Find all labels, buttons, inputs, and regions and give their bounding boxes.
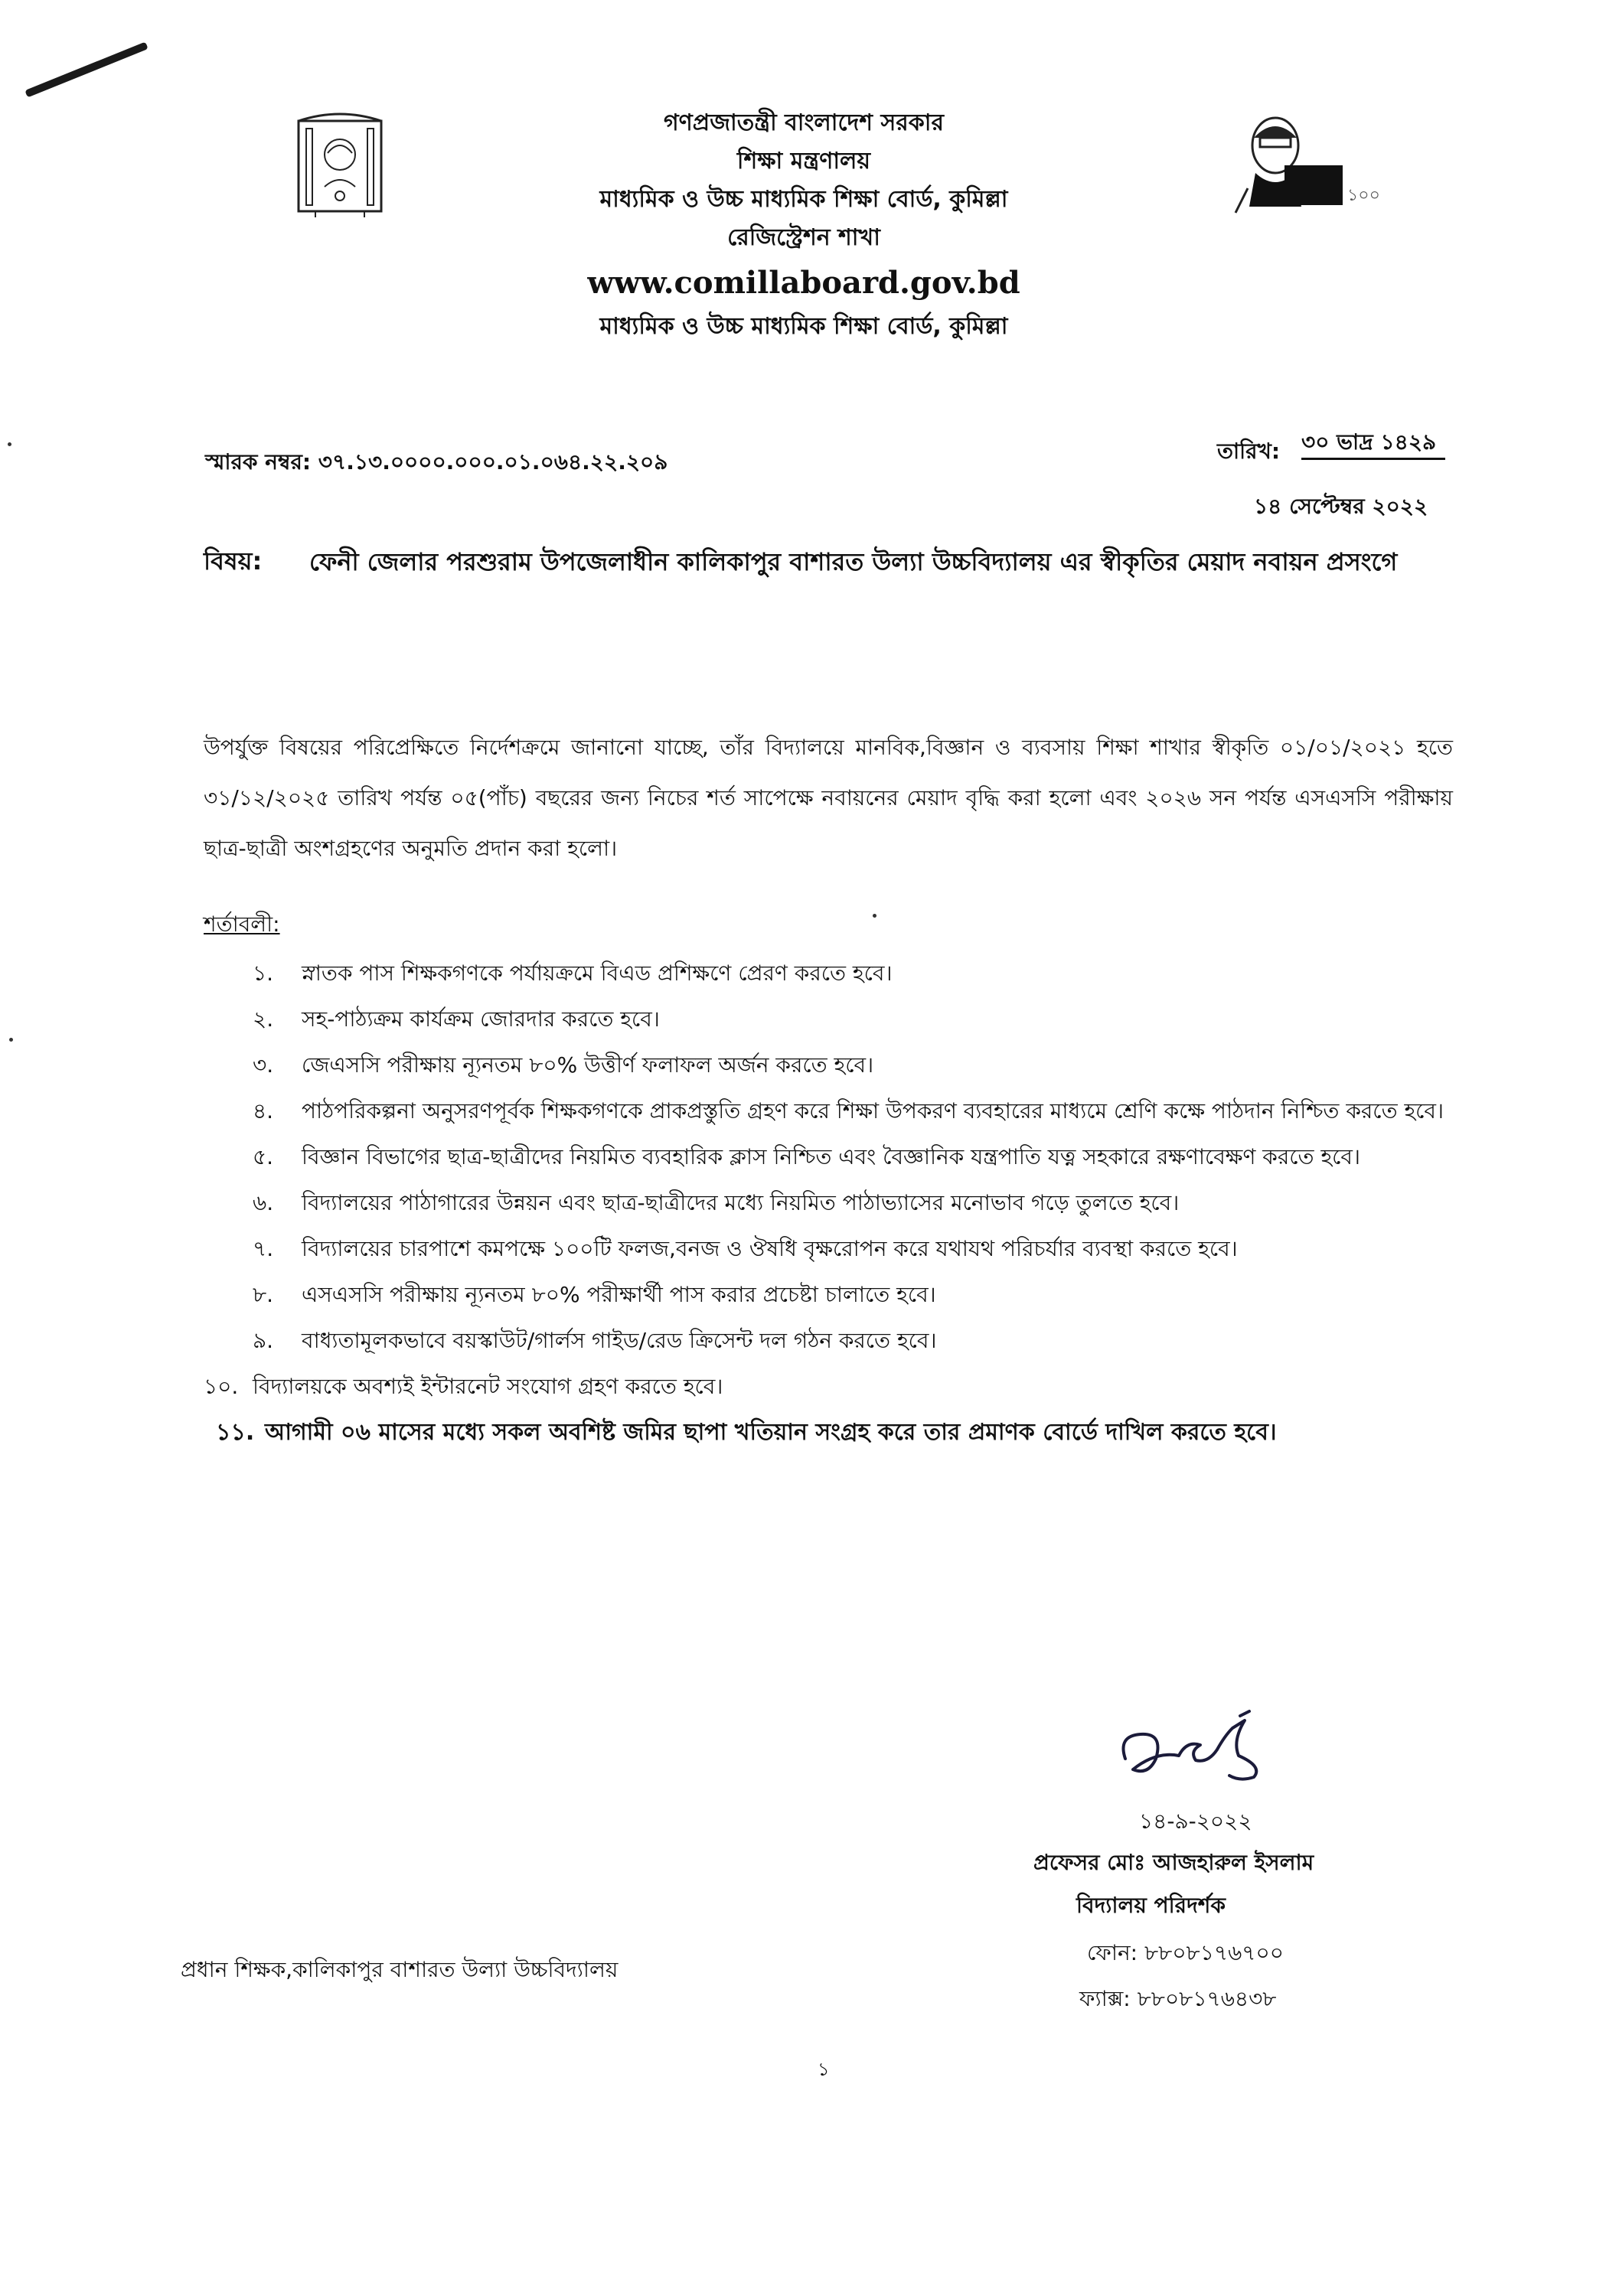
condition-number: ১১. [216, 1419, 255, 1446]
condition-item [204, 996, 1453, 1042]
signatory-fax: ফ্যাক্স: ৮৮০৮১৭৬৪৩৮ [1079, 1986, 1277, 2011]
page-number: ১ [818, 2059, 830, 2080]
scan-dot [9, 1038, 13, 1042]
condition-text: এসএসসি পরীক্ষায় ন্যূনতম ৮০% পরীক্ষার্থী পাস করার প্রচেষ্টা চালাতে হবে। [302, 1282, 936, 1307]
memo-number: স্মারক নম্বর: ৩৭.১৩.০০০০.০০০.০১.০৬৪.২২.২০৯ [205, 449, 668, 475]
condition-number: ১. [253, 960, 274, 986]
signatory-title: বিদ্যালয় পরিদর্শক [1076, 1893, 1226, 1918]
board-website: www.comillaboard.gov.bd [587, 265, 1020, 301]
condition-item [204, 1364, 1453, 1410]
condition-text: আগামী ০৬ মাসের মধ্যে সকল অবশিষ্ট জমির ছাপা খতিয়ান সংগ্রহ করে তার প্রমাণক বোর্ডে দাখিল করতে হবে। [265, 1419, 1277, 1446]
condition-number: ৩. [253, 1052, 274, 1078]
condition-number: ৬. [253, 1190, 274, 1215]
condition-item [204, 1134, 1453, 1180]
condition-item [204, 1226, 1453, 1272]
board-name-repeat: মাধ্যমিক ও উচ্চ মাধ্যমিক শিক্ষা বোর্ড, কুমিল্লা [599, 313, 1008, 340]
condition-item [204, 1318, 1453, 1364]
signatory-name: প্রফেসর মোঃ আজহারুল ইসলাম [1033, 1850, 1314, 1875]
condition-number: ৪. [253, 1098, 274, 1124]
date-bangla: ৩০ ভাদ্র ১৪২৯ [1301, 429, 1437, 455]
condition-number: ১০. [204, 1374, 239, 1399]
condition-text: বাধ্যতামূলকভাবে বয়স্কাউট/গার্লস গাইড/রেড ক্রিসেন্ট দল গঠন করতে হবে। [302, 1328, 937, 1353]
condition-item [204, 1088, 1453, 1134]
condition-text: স্নাতক পাস শিক্ষকগণকে পর্যায়ক্রমে বিএড প্রশিক্ষণে প্রেরণ করতে হবে। [302, 960, 893, 986]
condition-text: বিদ্যালয়ের চারপাশে কমপক্ষে ১০০টি ফলজ,বনজ ও ঔষধি বৃক্ষরোপন করে যথাযথ পরিচর্যার ব্যবস্থা করতে হবে। [302, 1236, 1238, 1261]
handwritten-signature [1110, 1705, 1278, 1789]
board-name: মাধ্যমিক ও উচ্চ মাধ্যমিক শিক্ষা বোর্ড, কুমিল্লা [599, 186, 1008, 213]
scan-mark [24, 42, 148, 98]
condition-text: সহ-পাঠ্যক্রম কার্যক্রম জোরদার করতে হবে। [302, 1006, 660, 1032]
condition-item [204, 951, 1453, 996]
condition-number: ২. [253, 1006, 274, 1032]
letterhead [459, 104, 1148, 346]
date-underline [1301, 458, 1445, 460]
condition-item [204, 1180, 1453, 1226]
condition-number: ৭. [253, 1236, 274, 1261]
condition-text: জেএসসি পরীক্ষায় ন্যূনতম ৮০% উত্তীর্ণ ফলাফল অর্জন করতে হবে। [302, 1052, 874, 1078]
section-name: রেজিস্ট্রেশন শাখা [727, 224, 880, 251]
subject-label: বিষয়: [204, 546, 263, 576]
svg-text:১০০: ১০০ [1347, 186, 1380, 205]
conditions-heading: শর্তাবলী: [204, 912, 280, 937]
recipient: প্রধান শিক্ষক,কালিকাপুর বাশারত উল্যা উচ্চবিদ্যালয় [181, 1957, 619, 1982]
scan-dot [8, 442, 11, 446]
body-paragraph: উপর্যুক্ত বিষয়ের পরিপ্রেক্ষিতে নির্দেশক্রমে জানানো যাচ্ছে, তাঁর বিদ্যালয়ে মানবিক,বিজ্ঞান ও ব্যবসায় শিক্ষা শাখার স্বীকৃতি ০১/০১/২০২১ হতে ৩১/১২/২০২৫ তারিখ পর্যন্ত ০৫(পাঁচ) বছরের জন্য নিচের শর্ত সাপেক্ষে নবায়নের মেয়াদ বৃদ্ধি করা হলো এবং ২০২৬ সন পর্যন্ত এসএসসি পরীক্ষায় ছাত্র-ছাত্রী অংশগ্রহণের অনুমতি প্রদান করা হলো। [204, 735, 1453, 861]
signature-date: ১৪-৯-২০২২ [1139, 1808, 1252, 1834]
date-label: তারিখ: [1217, 439, 1281, 464]
condition-text: পাঠপরিকল্পনা অনুসরণপূর্বক শিক্ষকগণকে প্রাকপ্রস্তুতি গ্রহণ করে শিক্ষা উপকরণ ব্যবহারের মাধ্যমে শ্রেণি কক্ষে পাঠদান নিশ্চিত করতে হবে। [302, 1098, 1444, 1124]
condition-number: ৯. [253, 1328, 274, 1353]
date-english: ১৪ সেপ্টেম্বর ২০২২ [1254, 494, 1428, 519]
government-name: গণপ্রজাতন্ত্রী বাংলাদেশ সরকার [664, 109, 944, 136]
condition-item [204, 1410, 1453, 1456]
condition-number: ৫. [253, 1144, 274, 1169]
signatory-phone: ফোন: ৮৮০৮১৭৬৭০০ [1087, 1940, 1284, 1965]
mujib-centenary-logo [1232, 115, 1413, 214]
ministry-name: শিক্ষা মন্ত্রণালয় [736, 148, 871, 174]
condition-text: বিদ্যালয়কে অবশ্যই ইন্টারনেট সংযোগ গ্রহণ করতে হবে। [253, 1374, 723, 1399]
condition-item [204, 1272, 1453, 1318]
scan-dot [873, 914, 876, 918]
subject-text: ফেনী জেলার পরশুরাম উপজেলাধীন কালিকাপুর বাশারত উল্যা উচ্চবিদ্যালয় এর স্বীকৃতির মেয়াদ নবায়ন প্রসংগে [309, 547, 1398, 576]
conditions-list [204, 951, 1453, 1456]
condition-item [204, 1042, 1453, 1088]
condition-text: বিদ্যালয়ের পাঠাগারের উন্নয়ন এবং ছাত্র-ছাত্রীদের মধ্যে নিয়মিত পাঠাভ্যাসের মনোভাব গড়ে তুলতে হবে। [302, 1190, 1180, 1215]
condition-number: ৮. [253, 1282, 274, 1307]
condition-text: বিজ্ঞান বিভাগের ছাত্র-ছাত্রীদের নিয়মিত ব্যবহারিক ক্লাস নিশ্চিত এবং বৈজ্ঞানিক যন্ত্রপাতি যত্ন সহকারে রক্ষণাবেক্ষণ করতে হবে। [302, 1144, 1361, 1169]
government-emblem-logo [292, 110, 387, 220]
